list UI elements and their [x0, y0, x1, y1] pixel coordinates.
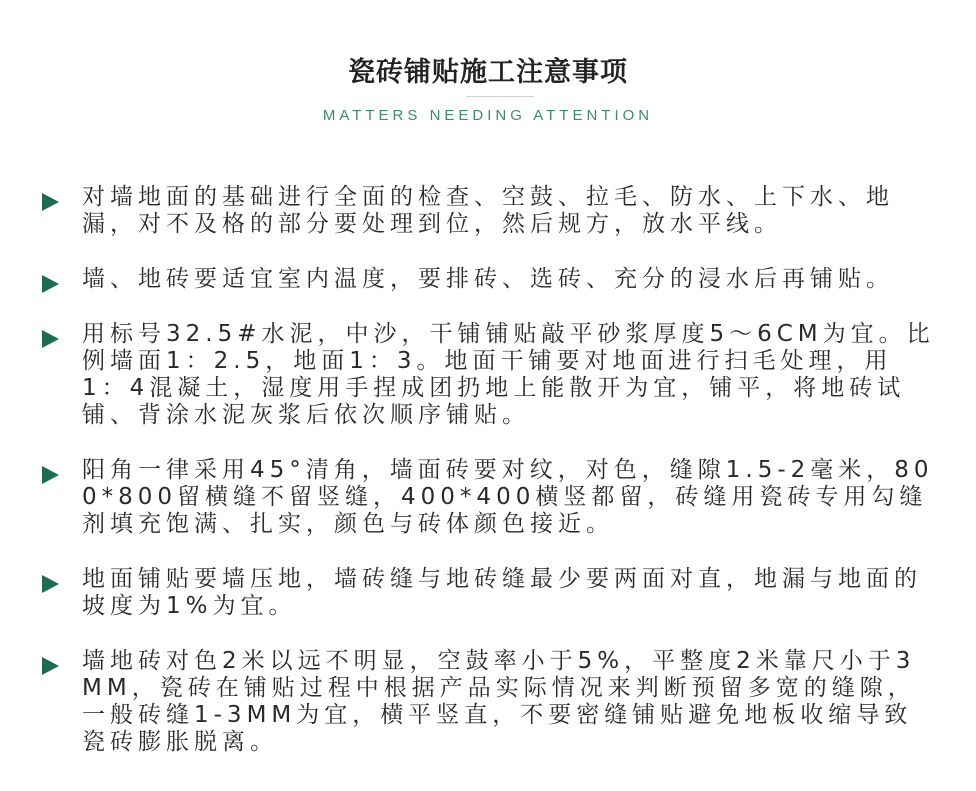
- title-divider: [466, 96, 534, 97]
- notice-list: [38, 184, 938, 784]
- list-item: [38, 648, 938, 756]
- list-item-text: 对墙地面的基础进行全面的检查、空鼓、拉毛、防水、上下水、地漏，对不及格的部分要处理到位，然后规方，放水平线。: [82, 184, 894, 237]
- page-subtitle: MATTERS NEEDING ATTENTION: [322, 107, 654, 124]
- triangle-bullet-icon: [42, 275, 59, 293]
- list-item: [38, 266, 938, 293]
- list-item-text: 地面铺贴要墙压地，墙砖缝与地砖缝最少要两面对直，地漏与地面的坡度为1%为宜。: [82, 566, 922, 619]
- list-item: [38, 321, 938, 429]
- list-item-text: 用标号32.5#水泥，中沙，干铺铺贴敲平砂浆厚度5～6CM为宜。比例墙面1：2.5，地面1：3。地面干铺要对地面进行扫毛处理，用1：4混凝土，湿度用手捏成团扔地上能散开为宜，铺平，将地砖试铺、背涂水泥灰浆后依次顺序铺贴。: [82, 321, 935, 428]
- triangle-bullet-icon: [42, 466, 59, 484]
- triangle-bullet-icon: [42, 575, 59, 593]
- list-item-text: 阳角一律采用45°清角，墙面砖要对纹，对色，缝隙1.5-2毫米，800*800留横缝不留竖缝，400*400横竖都留，砖缝用瓷砖专用勾缝剂填充饱满、扎实，颜色与砖体颜色接近。: [82, 457, 934, 537]
- list-item: [38, 457, 938, 538]
- list-item-text: 墙地砖对色2米以远不明显，空鼓率小于5%，平整度2米靠尺小于3MM，瓷砖在铺贴过程中根据产品实际情况来判断预留多宽的缝隙，一般砖缝1-3MM为宜，横平竖直，不要密缝铺贴避免地板收缩导致瓷砖膨胀脱离。: [82, 648, 916, 755]
- list-item: [38, 566, 938, 620]
- triangle-bullet-icon: [42, 330, 59, 348]
- triangle-bullet-icon: [42, 193, 59, 211]
- list-item-text: 墙、地砖要适宜室内温度，要排砖、选砖、充分的浸水后再铺贴。: [82, 266, 894, 292]
- page-title: 瓷砖铺贴施工注意事项: [348, 57, 628, 88]
- list-item: [38, 184, 938, 238]
- triangle-bullet-icon: [42, 657, 59, 675]
